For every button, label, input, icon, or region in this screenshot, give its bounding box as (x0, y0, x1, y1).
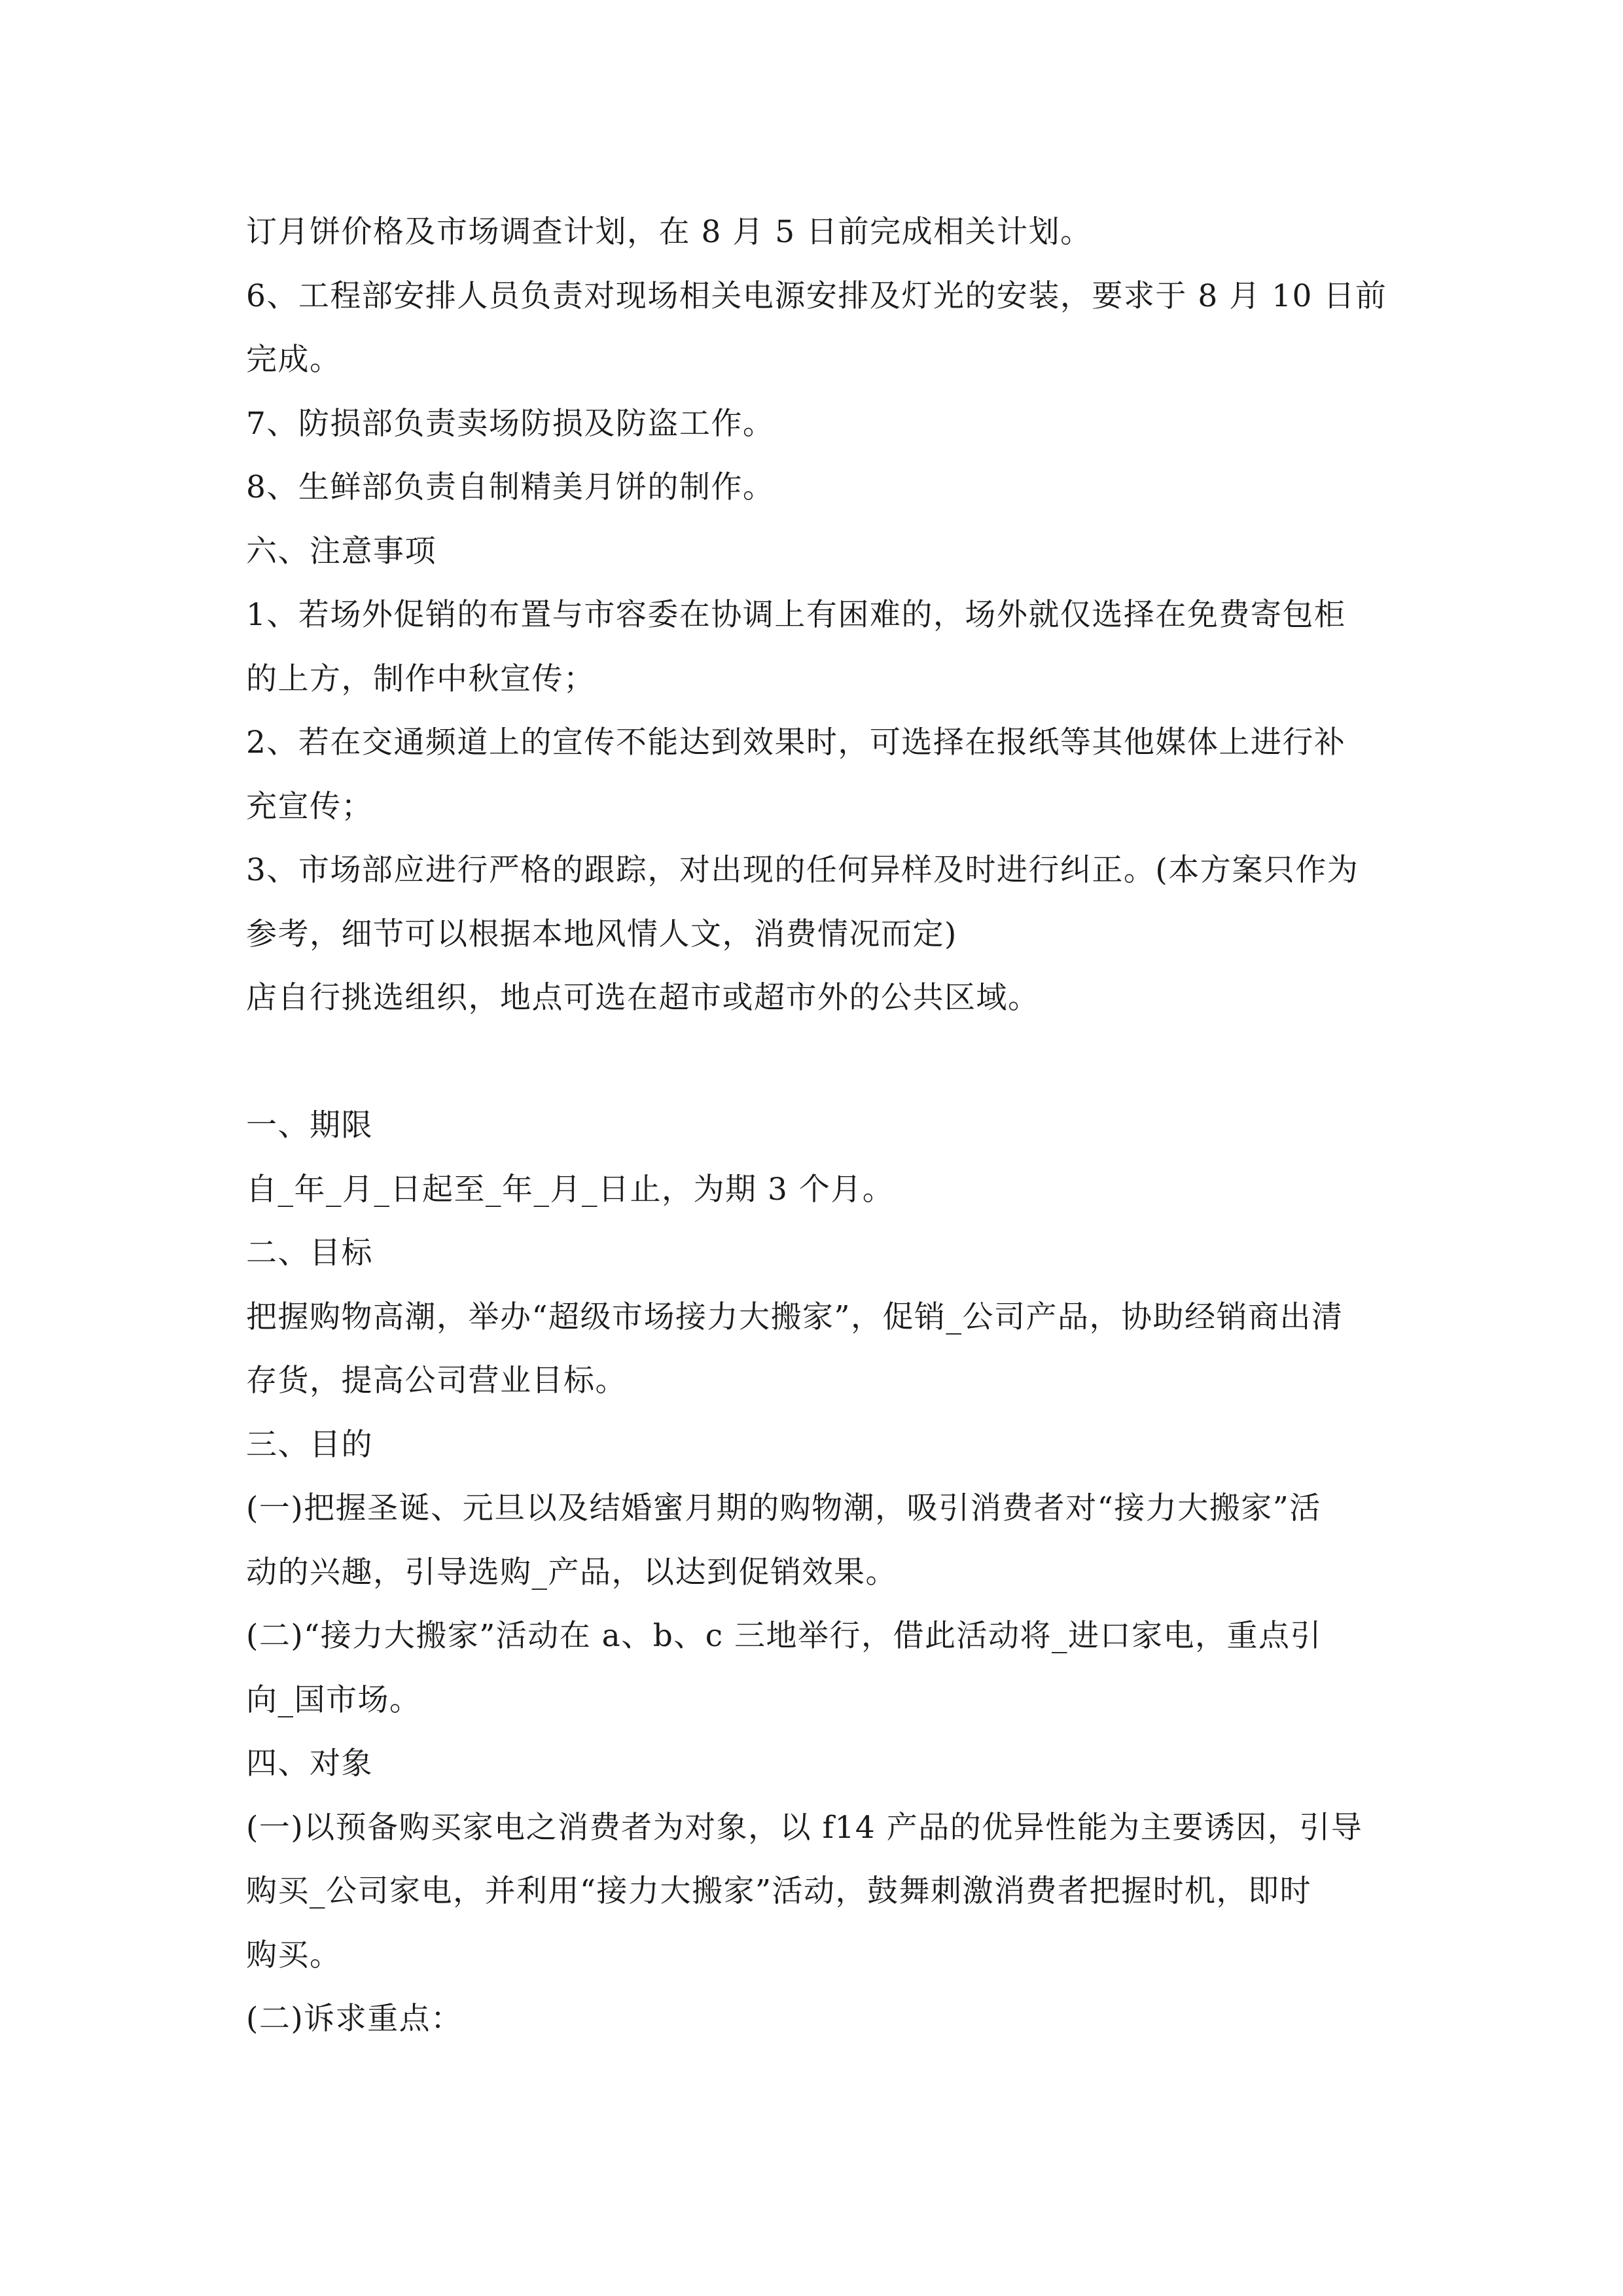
section-heading: 六、注意事项 (246, 533, 437, 569)
text-line: 订月饼价格及市场调查计划，在 8 月 5 日前完成相关计划。 (246, 214, 1092, 250)
text-line: 6、工程部安排人员负责对现场相关电源安排及灯光的安装，要求于 8 月 10 日前 (246, 278, 1387, 314)
text-line: (一)以预备购买家电之消费者为对象，以 f14 产品的优异性能为主要诱因，引导 (246, 1809, 1363, 1846)
text-line: 购买_公司家电，并利用“接力大搬家”活动，鼓舞刺激消费者把握时机，即时 (246, 1873, 1312, 1909)
text-line: 1、若场外促销的布置与市容委在协调上有困难的，场外就仅选择在免费寄包柜 (246, 597, 1346, 633)
text-line: 把握购物高潮，举办“超级市场接力大搬家”，促销_公司产品，协助经销商出清 (246, 1299, 1344, 1335)
text-line: (一)把握圣诞、元旦以及结婚蜜月期的购物潮，吸引消费者对“接力大搬家”活 (246, 1490, 1321, 1526)
text-line: 7、防损部负责卖场防损及防盗工作。 (246, 405, 775, 442)
text-line: 3、市场部应进行严格的跟踪，对出现的任何异样及时进行纠正。(本方案只作为 (246, 852, 1359, 888)
text-line: 自_年_月_日起至_年_月_日止，为期 3 个月。 (246, 1171, 895, 1208)
text-line: 的上方，制作中秋宣传； (246, 660, 596, 697)
text-line: 参考，细节可以根据本地风情人文，消费情况而定) (246, 916, 957, 952)
text-line: 动的兴趣，引导选购_产品，以达到促销效果。 (246, 1554, 897, 1590)
section-heading: 二、目标 (246, 1235, 373, 1271)
blank-line (246, 1030, 1385, 1094)
text-line: 购买。 (246, 1937, 342, 1973)
text-line: 2、若在交通频道上的宣传不能达到效果时，可选择在报纸等其他媒体上进行补 (246, 725, 1346, 761)
document-body (246, 200, 1385, 2051)
text-line: 完成。 (246, 342, 342, 378)
text-line: 8、生鲜部负责自制精美月饼的制作。 (246, 469, 775, 505)
section-heading: 三、目的 (246, 1426, 373, 1463)
text-line: 存货，提高公司营业目标。 (246, 1363, 627, 1399)
section-heading: 四、对象 (246, 1746, 373, 1782)
text-line: (二)“接力大搬家”活动在 a、b、c 三地举行，借此活动将_进口家电，重点引 (246, 1618, 1323, 1654)
text-line: 店自行挑选组织，地点可选在超市或超市外的公共区域。 (246, 980, 1040, 1016)
section-heading: 一、期限 (246, 1107, 373, 1143)
text-line: 向_国市场。 (246, 1681, 421, 1718)
text-line: (二)诉求重点： (246, 2001, 463, 2037)
text-line: 充宣传； (246, 788, 373, 825)
